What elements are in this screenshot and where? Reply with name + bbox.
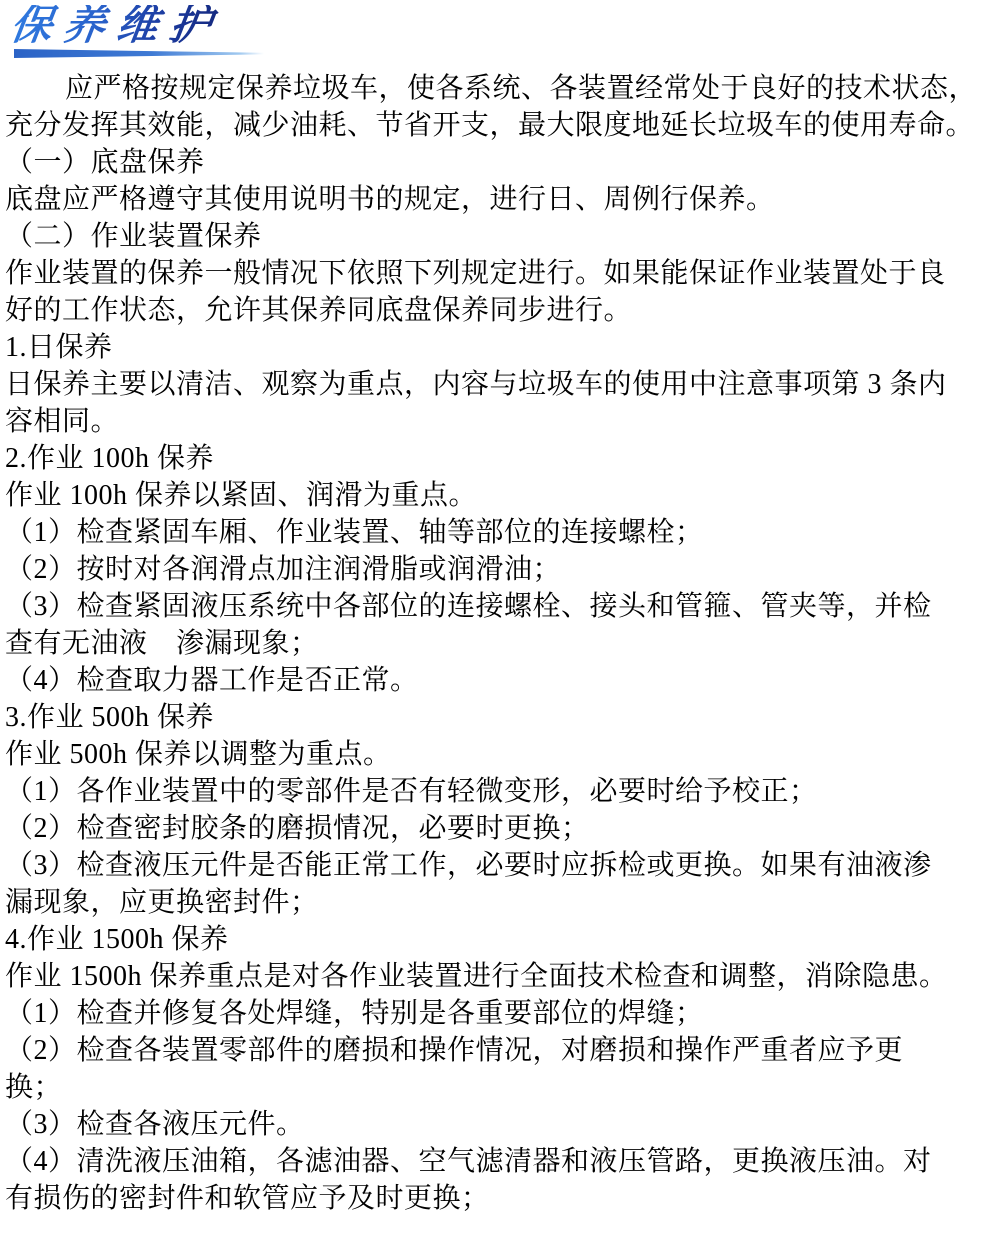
text-line: （1）检查并修复各处焊缝，特别是各重要部位的焊缝； [5, 998, 704, 1029]
text-line: 有损伤的密封件和软管应予及时更换； [5, 1183, 490, 1214]
text-line: （1）各作业装置中的零部件是否有轻微变形，必要时给予校正； [5, 776, 818, 807]
text-line: 日保养主要以清洁、观察为重点，内容与垃圾车的使用中注意事项第 3 条内 [5, 369, 947, 400]
text-line: （2）检查各装置零部件的磨损和操作情况，对磨损和操作严重者应予更 [5, 1035, 904, 1066]
text-line: （3）检查液压元件是否能正常工作，必要时应拆检或更换。如果有油液渗 [5, 850, 932, 881]
text-line: 2.作业 100h 保养 [5, 443, 215, 474]
text-line: 换； [5, 1072, 63, 1103]
text-line: 充分发挥其效能，减少油耗、节省开支，最大限度地延长垃圾车的使用寿命。 [5, 110, 975, 141]
text-line: 作业 100h 保养以紧固、润滑为重点。 [5, 480, 478, 511]
text-line: （二）作业装置保养 [5, 221, 262, 252]
text-line: （3）检查各液压元件。 [5, 1109, 305, 1140]
page-title: 保养维护 [7, 2, 227, 48]
text-line: （2）按时对各润滑点加注润滑脂或润滑油； [5, 554, 562, 585]
text-line: （一）底盘保养 [5, 147, 205, 178]
text-line: 好的工作状态，允许其保养同底盘保养同步进行。 [5, 295, 633, 326]
document-header [0, 0, 1000, 58]
text-line: 容相同。 [5, 406, 120, 437]
text-line: 底盘应严格遵守其使用说明书的规定，进行日、周例行保养。 [5, 184, 775, 215]
text-line: 1.日保养 [5, 332, 113, 363]
text-line: 3.作业 500h 保养 [5, 702, 215, 733]
text-line: （4）清洗液压油箱，各滤油器、空气滤清器和液压管路，更换液压油。对 [5, 1146, 932, 1177]
text-line: 作业 500h 保养以调整为重点。 [5, 739, 392, 770]
text-line: （3）检查紧固液压系统中各部位的连接螺栓、接头和管箍、管夹等，并检 [5, 591, 932, 622]
text-line: （4）检查取力器工作是否正常。 [5, 665, 419, 696]
document-body [0, 70, 1000, 1217]
text-line: 作业装置的保养一般情况下依照下列规定进行。如果能保证作业装置处于良 [5, 258, 946, 289]
text-line: 4.作业 1500h 保养 [5, 924, 229, 955]
title-underline-swoosh [14, 49, 264, 58]
text-line: （2）检查密封胶条的磨损情况，必要时更换； [5, 813, 590, 844]
text-line: 应严格按规定保养垃圾车，使各系统、各装置经常处于良好的技术状态， [65, 73, 978, 104]
text-line: 查有无油液 渗漏现象； [5, 628, 319, 659]
text-line: 漏现象，应更换密封件； [5, 887, 319, 918]
text-line: （1）检查紧固车厢、作业装置、轴等部位的连接螺栓； [5, 517, 704, 548]
text-line: 作业 1500h 保养重点是对各作业装置进行全面技术检查和调整，消除隐患。 [5, 961, 948, 992]
